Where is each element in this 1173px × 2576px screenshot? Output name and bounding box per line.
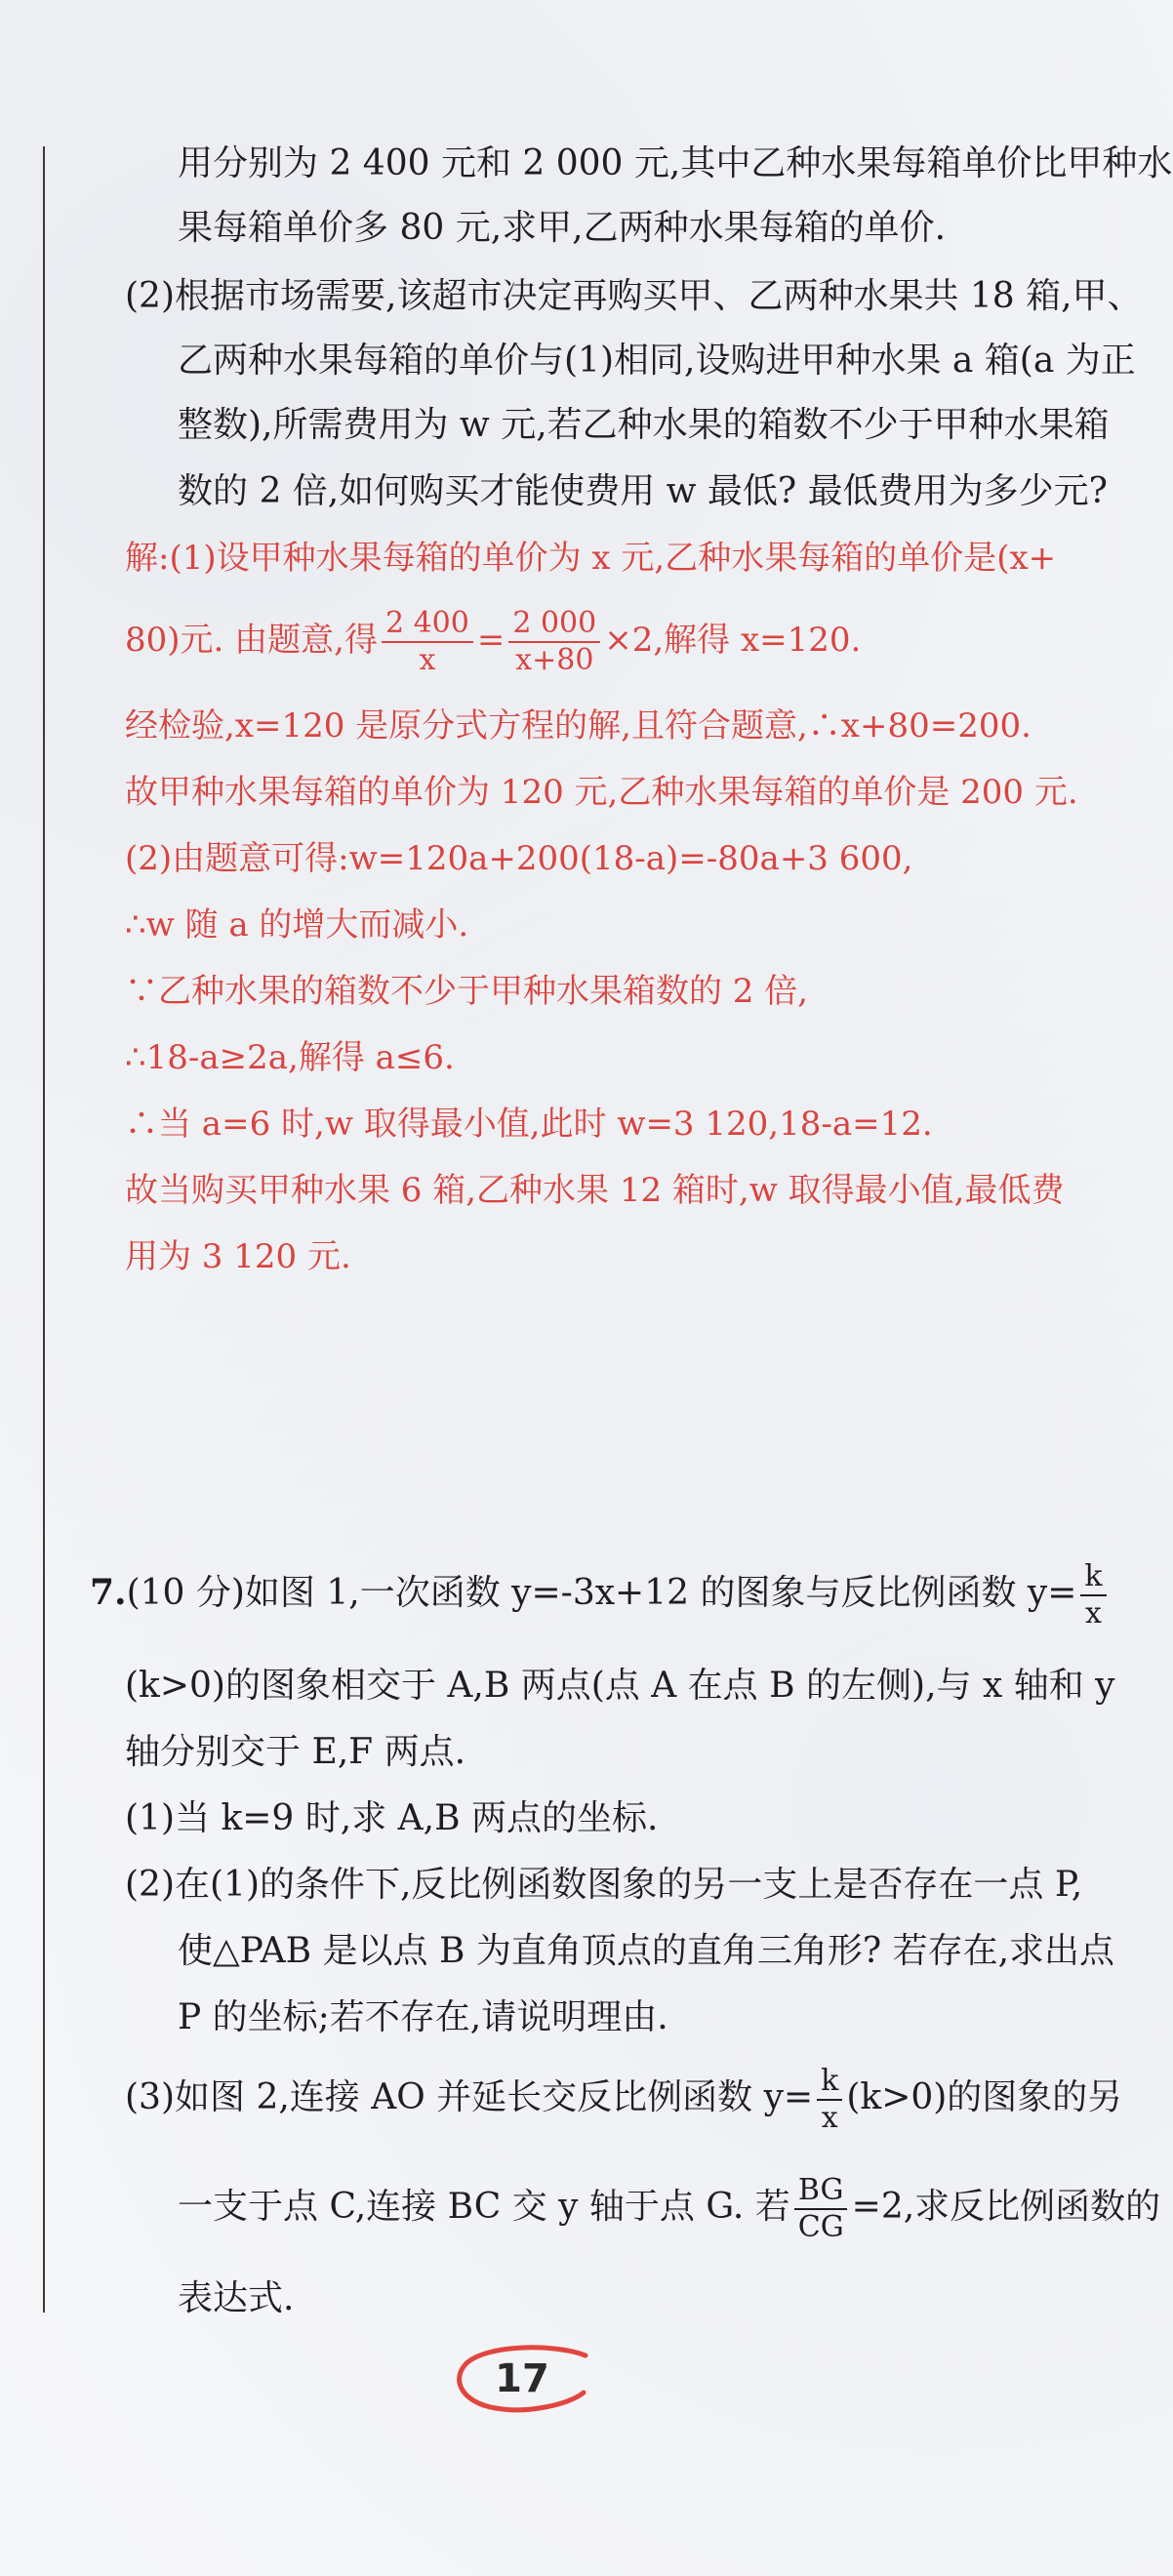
q7-part2-line-2: 使△PAB 是以点 B 为直角顶点的直角三角形? 若存在,求出点 — [178, 1931, 1115, 1971]
page-number: 17 — [495, 2356, 549, 2401]
q6-line-1: 用分别为 2 400 元和 2 000 元,其中乙种水果每箱单价比甲种水 — [178, 143, 1173, 183]
fraction-numerator: k — [1080, 1559, 1106, 1596]
answer-line-5: (2)由题意可得:w=120a+200(18-a)=-80a+3 600, — [125, 839, 913, 878]
q7-part3-line-3: 表达式. — [178, 2278, 295, 2318]
question-number: 7. — [90, 1572, 127, 1613]
answer-line-11: 用为 3 120 元. — [125, 1237, 351, 1276]
margin-rule — [43, 146, 45, 2313]
fraction-numerator: BG — [794, 2173, 848, 2210]
q7-part3-line-2-pre: 一支于点 C,连接 BC 交 y 轴于点 G. 若 — [178, 2187, 790, 2227]
q7-part2-line-1: (2)在(1)的条件下,反比例函数图象的另一支上是否存在一点 P, — [125, 1865, 1083, 1905]
answer-line-6: ∴w 随 a 的增大而减小. — [125, 906, 469, 945]
q6-part2-line-3: 整数),所需费用为 w 元,若乙种水果的箱数不少于甲种水果箱 — [178, 405, 1110, 445]
equals-sign: = — [476, 621, 506, 660]
fraction-2400-over-x — [382, 606, 473, 678]
answer-line-9: ∴当 a=6 时,w 取得最小值,此时 w=3 120,18-a=12. — [125, 1105, 933, 1144]
fraction-denominator: CG — [797, 2210, 844, 2244]
fraction-k-over-x — [817, 2064, 842, 2136]
q7-part1: (1)当 k=9 时,求 A,B 两点的坐标. — [125, 1798, 659, 1838]
answer-line-8: ∴18-a≥2a,解得 a≤6. — [125, 1038, 455, 1077]
q6-line-2: 果每箱单价多 80 元,求甲,乙两种水果每箱的单价. — [178, 208, 947, 248]
fraction-denominator: x — [419, 643, 436, 677]
fraction-denominator: x+80 — [515, 643, 594, 677]
answer-line-2-post: ×2,解得 x=120. — [604, 621, 862, 660]
answer-line-4: 故甲种水果每箱的单价为 120 元,乙种水果每箱的单价是 200 元. — [125, 773, 1078, 812]
q7-line-1-text: (10 分)如图 1,一次函数 y=-3x+12 的图象与反比例函数 y= — [126, 1573, 1077, 1613]
q6-part2-line-4: 数的 2 倍,如何购买才能使费用 w 最低? 最低费用为多少元? — [178, 471, 1108, 511]
q7-part3-line-1 — [125, 2061, 1122, 2136]
page-number-badge — [449, 2342, 595, 2416]
fraction-numerator: 2 400 — [382, 606, 473, 643]
q7-part3-line-1-post: (k>0)的图象的另 — [846, 2077, 1123, 2117]
q7-line-3: 轴分别交于 E,F 两点. — [125, 1732, 466, 1772]
answer-line-3: 经检验,x=120 是原分式方程的解,且符合题意,∴x+80=200. — [125, 706, 1031, 745]
answer-line-1: 解:(1)设甲种水果每箱的单价为 x 元,乙种水果每箱的单价是(x+ — [125, 539, 1057, 578]
q7-part3-line-2 — [178, 2170, 1160, 2245]
answer-line-2 — [125, 605, 861, 678]
q6-part2-line-1: (2)根据市场需要,该超市决定再购买甲、乙两种水果共 18 箱,甲、 — [125, 276, 1143, 316]
fraction-numerator: 2 000 — [508, 606, 600, 643]
fraction-numerator: k — [817, 2064, 842, 2101]
q7-part3-line-1-pre: (3)如图 2,连接 AO 并延长交反比例函数 y= — [125, 2077, 814, 2117]
fraction-2000-over-x-plus-80 — [508, 606, 600, 678]
answer-line-2-pre: 80)元. 由题意,得 — [125, 621, 378, 660]
fraction-denominator: x — [1085, 1596, 1102, 1630]
answer-line-10: 故当购买甲种水果 6 箱,乙种水果 12 箱时,w 取得最小值,最低费 — [125, 1171, 1065, 1210]
q7-part2-line-3: P 的坐标;若不存在,请说明理由. — [178, 1997, 668, 2037]
q7-part3-line-2-post: =2,求反比例函数的 — [851, 2187, 1161, 2227]
q7-line-2: (k>0)的图象相交于 A,B 两点(点 A 在点 B 的左侧),与 x 轴和 y — [125, 1666, 1115, 1706]
fraction-k-over-x — [1080, 1559, 1106, 1631]
answer-line-7: ∵乙种水果的箱数不少于甲种水果箱数的 2 倍, — [125, 972, 809, 1011]
fraction-denominator: x — [821, 2101, 838, 2135]
fraction-bg-over-cg — [794, 2173, 848, 2245]
q6-part2-line-2: 乙两种水果每箱的单价与(1)相同,设购进甲种水果 a 箱(a 为正 — [178, 341, 1136, 381]
q7-line-1 — [90, 1557, 1111, 1631]
